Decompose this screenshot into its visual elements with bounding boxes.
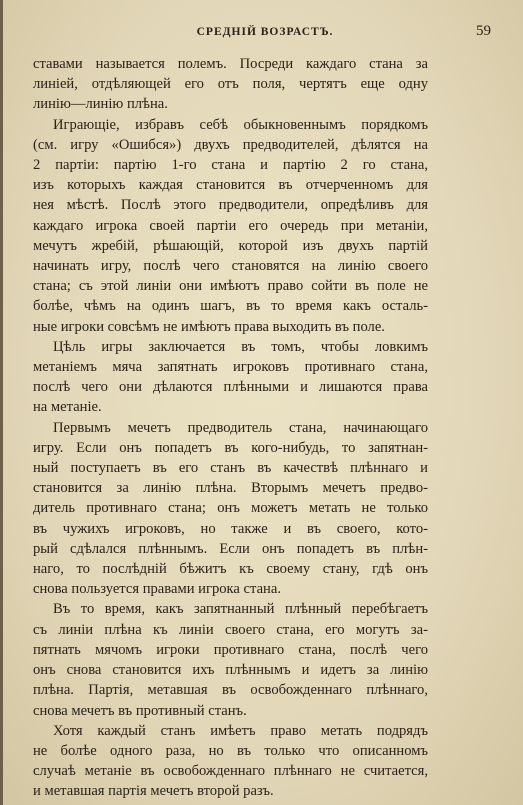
text-line: рый сдѣлался плѣннымъ. Если онъ попадетъ въ плѣн- (33, 540, 428, 557)
paragraph-3 (33, 337, 428, 418)
text-line: Первымъ мечетъ предводитель стана, начинающаго (53, 419, 428, 436)
paragraph-6 (33, 721, 428, 802)
text-line: снова пользуется правами игрока стана. (33, 581, 281, 598)
text-line: ные игроки совсѣмъ не имѣютъ права выходить въ поле. (33, 318, 385, 335)
text-line: 2 партіи: партію 1-го стана и партію 2 го стана, (33, 157, 428, 174)
text-line: дитель противнаго стана; онъ можетъ метать не только (33, 500, 428, 517)
paragraph-4 (33, 418, 428, 600)
text-line: нея мѣстѣ. Послѣ этого предводители, опредѣливъ для (33, 197, 428, 214)
text-line: снова мечетъ въ противный станъ. (33, 702, 247, 719)
text-line: Хотя каждый станъ имѣетъ право метать подрядъ (53, 722, 428, 739)
text-line: линіей, отдѣляющей его отъ поля, чертятъ еще одну (33, 76, 428, 93)
text-line: послѣ чего они дѣлаются плѣнными и лишаются права (33, 379, 428, 396)
text-line: съ линіи плѣна къ линіи своего стана, его могутъ за- (33, 621, 428, 638)
text-line: пятнать мячомъ игроки противнаго стана, послѣ чего (33, 641, 428, 658)
text-line: Въ то время, какъ запятнанный плѣнный перебѣгаетъ (53, 601, 428, 618)
text-line: случаѣ метаніе въ освобожденнаго плѣннаго не считается, (33, 763, 428, 780)
text-line: Цѣль игры заключается въ томъ, чтобы ловкимъ (53, 338, 428, 355)
text-line: болѣе, чѣмъ на одинъ шагъ, въ то время какъ осталь- (33, 298, 428, 315)
text-line: на метаніе. (33, 399, 102, 416)
body-text (33, 54, 428, 802)
text-line: метаніемъ мяча запятнать игроковъ противнаго стана, (33, 359, 428, 376)
text-line: Играющіе, избравъ себѣ обыкновеннымъ порядкомъ (53, 116, 428, 133)
text-line: изъ которыхъ каждая становится въ отчерченномъ для (33, 177, 428, 194)
text-line: наго, то послѣдній бѣжитъ къ своему стану, гдѣ онъ (33, 561, 428, 578)
text-line: и метавшая партія мечетъ второй разъ. (33, 783, 274, 800)
text-line: ставами называется полемъ. Посреди каждаго стана за (33, 56, 428, 72)
text-line: начинать игру, послѣ чего становятся на линію своего (33, 258, 428, 275)
text-line: линію—линію плѣна. (33, 96, 168, 113)
text-line: ный поступаетъ въ его станъ въ качествѣ плѣннаго и (33, 460, 428, 477)
text-line: онъ снова становится ихъ плѣннымъ и идетъ за линію (33, 662, 428, 679)
text-line: (см. игру «Ошибся») двухъ предводителей, дѣлятся на (33, 136, 428, 153)
text-line: становится за линію плѣна. Вторымъ мечетъ предво- (33, 480, 428, 497)
text-line: плѣна. Партія, метавшая въ освобожденнаго плѣннаго, (33, 682, 428, 699)
paragraph-5 (33, 599, 428, 720)
page-number: 59 (476, 23, 491, 39)
text-line: не болѣе одного раза, но въ только что описанномъ (33, 742, 428, 759)
text-line: въ чужихъ игроковъ, но также и въ своего, кото- (33, 520, 428, 537)
text-line: каждаго игрока своей партіи его очередь при метаніи, (33, 217, 428, 234)
running-head (39, 23, 491, 46)
text-line: мечутъ жребій, рѣшающій, которой изъ двухъ партій (33, 237, 428, 254)
text-line: игру. Если онъ попадетъ въ кого-нибудь, то запятнан- (33, 439, 428, 456)
text-line: стана; съ этой линіи они имѣютъ право сойти въ поле не (33, 278, 428, 295)
running-title: СРЕДНІЙ ВОЗРАСТЪ. (196, 26, 334, 38)
paragraph-2 (33, 115, 428, 337)
paragraph-1 (33, 54, 428, 115)
